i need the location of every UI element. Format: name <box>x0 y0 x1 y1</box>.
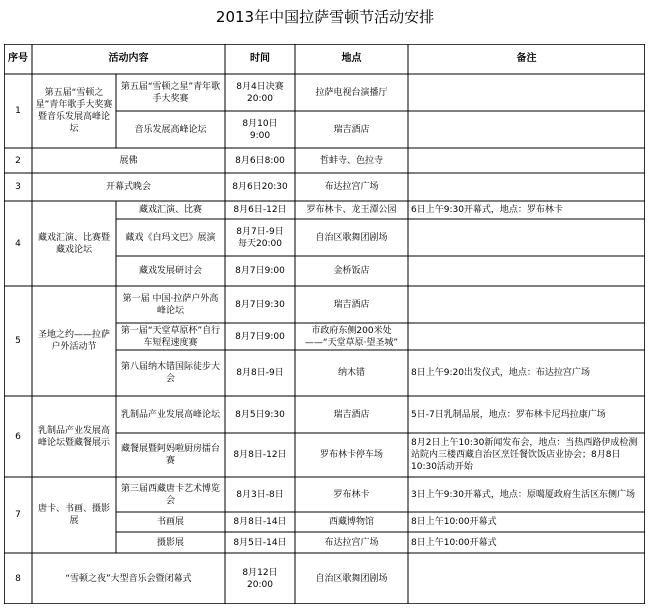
activity-note: 8月2日上午10:30新闻发布会，地点：当热西路伊成检测站院内三楼西藏自治区烹饪餐饮饭店业协会；8月8日10:30活动开始 <box>411 438 638 472</box>
activity-group-name: 第五届“雪顿之星”青年歌手大奖赛暨音乐发展高峰论坛 <box>35 88 113 134</box>
activity-place: 自治区歌舞团剧场 <box>315 232 388 243</box>
activity-note: 6日上午9:30开幕式，地点：罗布林卡 <box>411 205 563 215</box>
activity-time: 8月6日20:30 <box>232 182 288 192</box>
row-number: 2 <box>15 155 21 166</box>
activity-note <box>408 256 645 286</box>
activity-time: 8月8日-12日 <box>233 450 287 460</box>
activity-place: 市政府东侧200米处——“天堂草原·望圣城” <box>304 325 399 348</box>
activity-name: 摄影展 <box>156 537 184 548</box>
activity-name: 第一届 中国·拉萨户外高峰论坛 <box>122 293 219 316</box>
row-number: 8 <box>15 573 21 584</box>
activity-name: 藏餐展暨阿妈啦厨房擂台赛 <box>120 444 220 466</box>
activity-time: 8月6日8:00 <box>235 155 285 166</box>
activity-group-name: 藏戏汇演、比赛暨藏戏论坛 <box>37 232 110 255</box>
activity-place: 瑞吉酒店 <box>333 124 370 135</box>
activity-group-name: 展佛 <box>119 155 138 166</box>
activity-place: 瑞吉酒店 <box>333 409 370 420</box>
activity-group-name: 圣地之约——拉萨户外活动节 <box>37 330 110 352</box>
activity-note: 8日上午9:20出发仪式，地点：布达拉宫广场 <box>411 368 590 378</box>
activity-note <box>408 323 645 350</box>
row-number: 5 <box>15 336 21 346</box>
activity-name: 书画展 <box>156 517 184 527</box>
activity-note <box>408 111 645 148</box>
activity-name: 第五届“雪顿之星”青年歌手大奖赛 <box>120 81 221 104</box>
activity-note <box>408 219 645 256</box>
header-no: 序号 <box>8 53 28 64</box>
header-content: 活动内容 <box>108 53 149 64</box>
activity-place: 布达拉宫广场 <box>324 182 379 192</box>
activity-place: 金桥饭店 <box>333 266 370 276</box>
activity-note <box>408 173 645 201</box>
activity-name: 乳制品产业发展高峰论坛 <box>120 409 220 420</box>
row-number: 4 <box>15 238 21 249</box>
activity-place: 罗布林卡 <box>333 489 370 500</box>
activity-name: 第三届西藏唐卡艺术博览会 <box>120 483 220 506</box>
row-number: 1 <box>15 106 21 116</box>
activity-name: 第八届纳木错国际徒步大会 <box>120 362 220 384</box>
activity-time: 8月8日-9日 <box>236 368 284 378</box>
activity-note <box>408 553 645 604</box>
activity-time: 8月6日-12日 <box>233 205 287 215</box>
activity-time: 8月7日9:30 <box>235 299 285 310</box>
activity-note: 8日上午10:00开幕式 <box>411 517 497 527</box>
activity-time: 8月8日-14日 <box>233 517 287 527</box>
activity-place: 拉萨电视台演播厅 <box>315 87 388 98</box>
activity-name: 藏戏发展研讨会 <box>138 266 202 276</box>
row-number: 7 <box>15 510 21 520</box>
activity-group-name: 开幕式晚会 <box>105 182 151 192</box>
activity-note: 3日上午9:30开幕式，地点：原噶厦政府生活区东侧广场 <box>411 489 635 500</box>
row-number: 6 <box>15 431 21 442</box>
activity-name: 藏戏《白玛文巴》展演 <box>125 232 216 243</box>
activity-time: 8月7日9:00 <box>235 266 285 276</box>
activity-note: 8日上午10:00开幕式 <box>411 537 497 548</box>
activity-time: 8月10日 9:00 <box>242 118 278 141</box>
activity-place: 罗布林卡、龙王潭公园 <box>306 205 397 215</box>
activity-place: 瑞吉酒店 <box>333 299 370 310</box>
activity-name: 第一届“天堂草原杯”自行车短程速度赛 <box>120 325 221 348</box>
activity-place: 自治区歌舞团剧场 <box>315 573 388 584</box>
schedule-table <box>4 44 645 604</box>
activity-group-name: 乳制品产业发展高峰论坛暨藏餐展示 <box>37 425 110 448</box>
activity-time: 8月4日决赛 20:00 <box>236 81 284 104</box>
activity-time: 8月12日 20:00 <box>242 567 278 590</box>
activity-place: 西藏博物馆 <box>328 517 374 527</box>
activity-time: 8月7日9:00 <box>235 331 285 342</box>
header-note: 备注 <box>516 53 537 64</box>
activity-time: 8月7日-9日 每天20:00 <box>236 226 284 249</box>
row-number: 3 <box>15 182 21 192</box>
activity-place: 哲蚌寺、色拉寺 <box>319 155 383 166</box>
activity-note <box>408 74 645 111</box>
header-time: 时间 <box>250 53 270 64</box>
activity-name: 音乐发展高峰论坛 <box>134 124 207 135</box>
activity-note <box>408 148 645 173</box>
header-place: 地点 <box>341 53 362 64</box>
activity-time: 8月5日9:30 <box>235 409 285 420</box>
activity-place: 布达拉宫广场 <box>324 537 379 548</box>
page-title: 2013年中国拉萨雪顿节活动安排 <box>215 8 435 26</box>
activity-time: 8月3日-8日 <box>236 489 284 500</box>
activity-note <box>408 286 645 323</box>
activity-group-name: “雪顿之夜”大型音乐会暨闭幕式 <box>65 573 192 584</box>
activity-name: 藏戏汇演、比赛 <box>138 205 202 215</box>
activity-time: 8月5日-14日 <box>233 537 287 548</box>
activity-group-name: 唐卡、书画、摄影展 <box>37 504 110 526</box>
activity-place: 罗布林卡停车场 <box>319 450 383 460</box>
activity-note: 5日-7日乳制品展，地点：罗布林卡尼玛拉康广场 <box>411 409 606 420</box>
activity-place: 纳木错 <box>337 368 365 378</box>
